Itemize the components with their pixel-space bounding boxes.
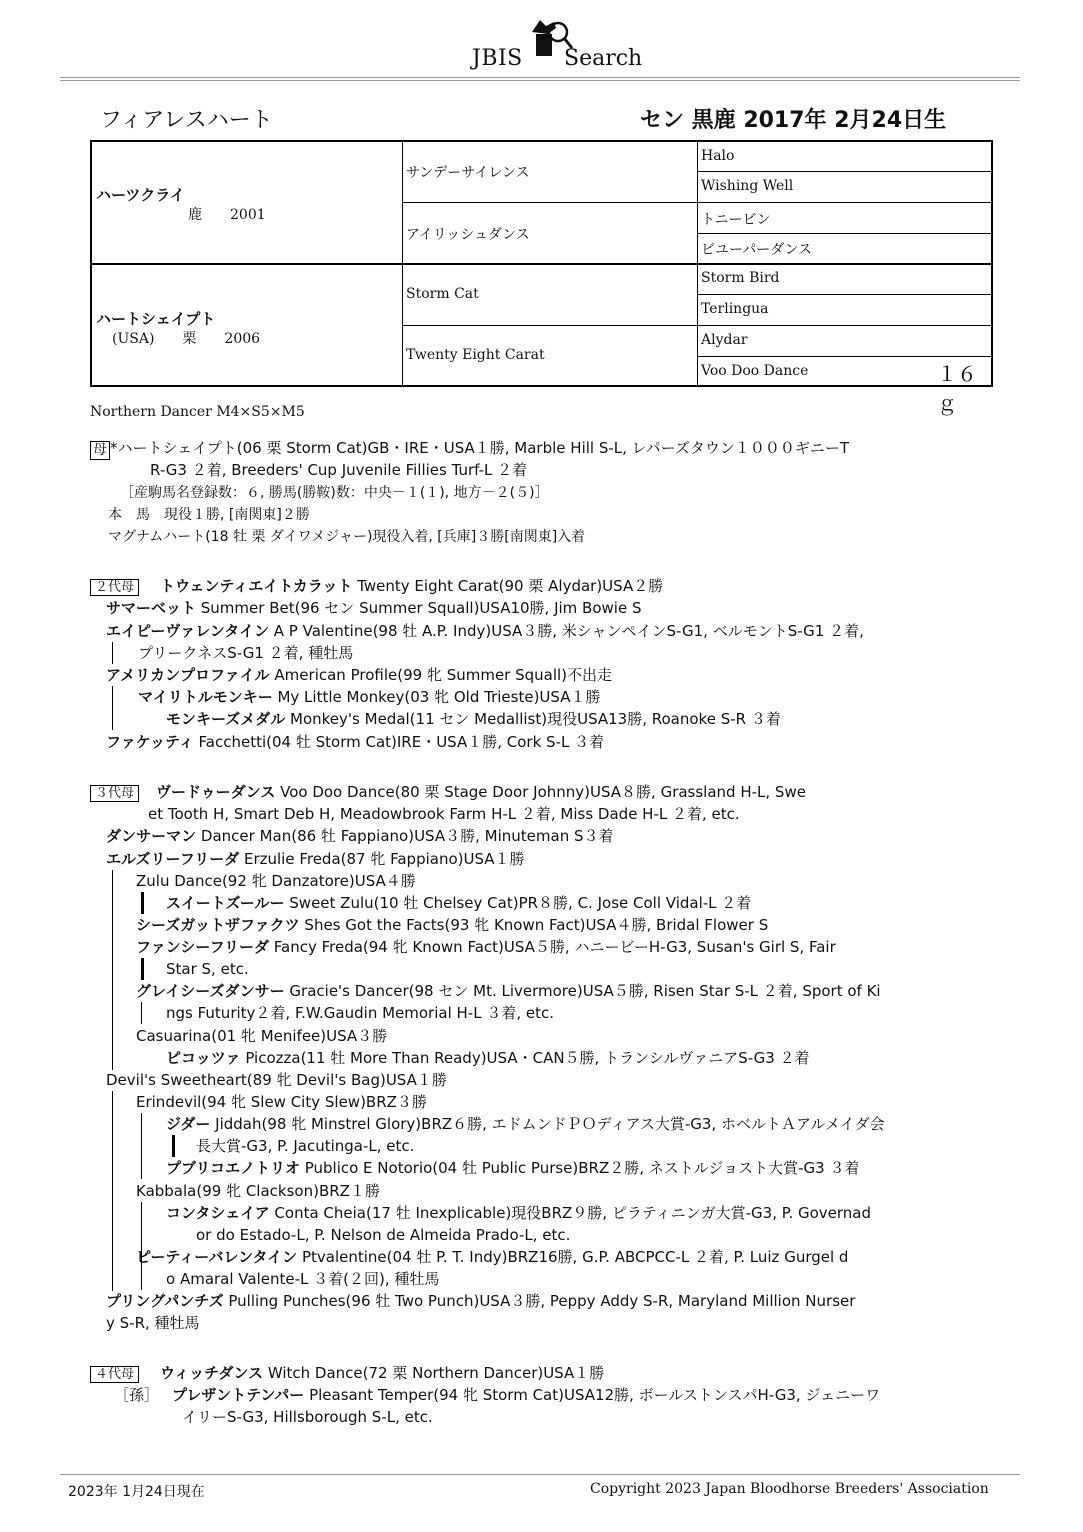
g3-line: プブリコエノトリオ Publico E Notorio(04 牡 Public Purse)BRZ２勝, ネストルジョスト大賞-G3 ３着	[166, 1159, 860, 1177]
dam-line: R-G3 ２着, Breeders' Cup Juvenile Fillies Turf-L ２着	[150, 461, 528, 479]
g3-bar	[112, 870, 113, 1070]
g2-line: アメリカンプロファイル American Profile(99 牝 Summer Squall)不出走	[106, 666, 613, 684]
g3-bar	[112, 1091, 113, 1291]
g3-bar	[141, 1002, 142, 1024]
ped-divider	[697, 356, 991, 357]
inbreeding-note: Northern Dancer M4×S5×M5	[90, 404, 305, 420]
g2-line: マイリトルモンキー My Little Monkey(03 牝 Old Trieste)USA１勝	[138, 688, 601, 706]
g2-line: エイピーヴァレンタイン A P Valentine(98 牡 A.P. Indy)USA３勝, 米シャンペインS-G1, ベルモントS-G1 ２着,	[106, 622, 864, 640]
ped-divider	[92, 263, 991, 265]
dam-label: 母	[90, 441, 110, 460]
dam-line: *ハートシェイプト(06 栗 Storm Cat)GB・IRE・USA１勝, Marble Hill S-L, レパーズタウン１０００ギニーT	[110, 439, 850, 457]
g3-bar	[141, 1113, 142, 1179]
header-rule-bottom	[60, 80, 1020, 81]
g3-line: コンタシェイア Conta Cheia(17 牡 Inexplicable)現役BRZ９勝, ピラティニンガ大賞-G3, P. Governad	[166, 1204, 872, 1222]
g2-label: ２代母	[90, 579, 139, 596]
sire-detail: 鹿 2001	[188, 207, 266, 223]
g3-bar	[141, 958, 144, 980]
g3-line: グレイシーズダンサー Gracie's Dancer(98 セン Mt. Livermore)USA５勝, Risen Star S-L ２着, Sport of Ki	[136, 982, 881, 1000]
g3-line: Kabbala(99 牝 Clackson)BRZ１勝	[136, 1182, 380, 1200]
gen2-cell: アイリッシュダンス	[406, 227, 530, 243]
g3-line: ngs Futurity２着, F.W.Gaudin Memorial H-L ３着, etc.	[166, 1004, 554, 1022]
g2-line: ファケッティ Facchetti(04 牡 Storm Cat)IRE・USA１勝, Cork S-L ３着	[106, 733, 605, 751]
g3-line: Devil's Sweetheart(89 牝 Devil's Bag)USA１勝	[106, 1071, 447, 1089]
g4-sub-label: ［孫］	[114, 1386, 160, 1404]
ped-divider	[402, 325, 991, 326]
g3-line: o Amaral Valente-L ３着(２回), 種牡馬	[166, 1270, 440, 1288]
g3-line: Casuarina(01 牝 Menifee)USA３勝	[136, 1027, 388, 1045]
footer-rule	[60, 1474, 1020, 1475]
g3-line: ジダー Jiddah(98 牝 Minstrel Glory)BRZ６勝, エドムンドＰＯディアス大賞-G3, ホベルトＡアルメイダ会	[166, 1115, 885, 1133]
g4-label: ４代母	[90, 1366, 139, 1383]
gen3-cell: ビユーパーダンス	[701, 242, 813, 258]
g3-line: Star S, etc.	[166, 960, 249, 978]
g2-line: モンキーズメダル Monkey's Medal(11 セン Medallist)現役USA13勝, Roanoke S-R ３着	[166, 710, 781, 728]
dam-line: ［産駒馬名登録数：６, 勝馬(勝鞍)数：中央－１(１), 地方－２(５)］	[120, 485, 549, 501]
ped-divider	[697, 171, 991, 172]
sire-name: ハーツクライ	[96, 186, 185, 204]
g3-line: ダンサーマン Dancer Man(86 牡 Fappiano)USA３勝, Minuteman S３着	[106, 827, 614, 845]
dam-line: 本 馬 現役１勝, [南関東]２勝	[108, 507, 310, 523]
footer-date: 2023年 1月24日現在	[68, 1484, 205, 1500]
g3-line: ヴードゥーダンス Voo Doo Dance(80 栗 Stage Door Johnny)USA８勝, Grassland H-L, Swe	[156, 783, 806, 801]
gen3-cell: Storm Bird	[701, 270, 780, 286]
g3-line: プリングパンチズ Pulling Punches(96 牡 Two Punch)USA３勝, Peppy Addy S-R, Maryland Million Nurser	[106, 1292, 856, 1310]
g4-line: イリーS-G3, Hillsborough S-L, etc.	[182, 1408, 433, 1426]
gen2-cell: Storm Cat	[406, 286, 479, 302]
g2-bar	[112, 686, 113, 730]
g3-line: ピーティーバレンタイン Ptvalentine(04 牡 P. T. Indy)BRZ16勝, G.P. ABCPCC-L ２着, P. Luiz Gurgel d	[136, 1248, 849, 1266]
jbis-logo	[470, 14, 643, 76]
g2-bar	[112, 642, 113, 664]
g3-line: Erindevil(94 牝 Slew City Slew)BRZ３勝	[136, 1093, 427, 1111]
ped-divider	[402, 202, 991, 203]
ped-divider	[697, 294, 991, 295]
ped-divider	[697, 233, 991, 234]
gen3-cell: Wishing Well	[701, 178, 794, 194]
gen3-cell: Alydar	[701, 332, 748, 348]
header-rule-top	[60, 77, 1020, 78]
gen3-cell: トニービン	[701, 212, 771, 228]
dam-line: マグナムハート(18 牡 栗 ダイワメジャー)現役入着, [兵庫]３勝[南関東]入着	[108, 529, 586, 545]
g3-line: エルズリーフリーダ Erzulie Freda(87 牝 Fappiano)USA１勝	[106, 850, 525, 868]
g3-bar	[141, 1202, 142, 1290]
gen3-cell: Voo Doo Dance	[701, 363, 809, 379]
g3-line: シーズガットザファクツ Shes Got the Facts(93 牝 Known Fact)USA４勝, Bridal Flower S	[136, 916, 769, 934]
logo-search: Search	[564, 46, 643, 71]
g4-line: ウィッチダンス Witch Dance(72 栗 Northern Dancer)USA１勝	[160, 1364, 605, 1382]
g2-line: プリークネスS-G1 ２着, 種牡馬	[138, 644, 354, 662]
gen2-cell: Twenty Eight Carat	[406, 347, 545, 363]
gen3-cell: Terlingua	[701, 301, 769, 317]
g3-line: or do Estado-L, P. Nelson de Almeida Prado-L, etc.	[196, 1226, 571, 1244]
logo-jbis: JBIS	[472, 46, 523, 71]
g4-line: プレザントテンパー Pleasant Temper(94 牝 Storm Cat)USA12勝, ボールストンスパH-G3, ジェニーワ	[172, 1386, 881, 1404]
g3-line: Zulu Dance(92 牝 Danzatore)USA４勝	[136, 872, 416, 890]
gen2-cell: サンデーサイレンス	[406, 165, 530, 181]
gen3-cell: Halo	[701, 148, 735, 164]
g3-line: スイートズールー Sweet Zulu(10 牡 Chelsey Cat)PR８勝, C. Jose Coll Vidal-L ２着	[166, 894, 752, 912]
g3-line: y S-R, 種牡馬	[106, 1314, 200, 1332]
family-number: １６ｇ	[937, 362, 977, 415]
g2-line: トウェンティエイトカラット Twenty Eight Carat(90 栗 Alydar)USA２勝	[160, 577, 664, 595]
g3-bar	[172, 1135, 175, 1157]
dam-detail: (USA) 栗 2006	[112, 331, 261, 347]
g2-line: サマーベット Summer Bet(96 セン Summer Squall)USA10勝, Jim Bowie S	[106, 599, 642, 617]
footer-copyright: Copyright 2023 Japan Bloodhorse Breeders' Association	[590, 1481, 989, 1497]
g3-line: 長大賞-G3, P. Jacutinga-L, etc.	[196, 1137, 415, 1155]
g3-bar	[141, 892, 144, 914]
horse-info: セン 黒鹿 2017年 2月24日生	[640, 108, 947, 133]
g3-label: ３代母	[90, 785, 139, 802]
g3-line: ピコッツァ Picozza(11 牡 More Than Ready)USA・CAN５勝, トランシルヴァニアS-G3 ２着	[166, 1049, 810, 1067]
g3-line: et Tooth H, Smart Deb H, Meadowbrook Farm H-L ２着, Miss Dade H-L ２着, etc.	[148, 805, 740, 823]
horse-name: フィアレスハート	[100, 108, 273, 133]
dam-name: ハートシェイプト	[96, 310, 216, 328]
g3-line: ファンシーフリーダ Fancy Freda(94 牝 Known Fact)USA５勝, ハニービーH-G3, Susan's Girl S, Fair	[136, 938, 836, 956]
